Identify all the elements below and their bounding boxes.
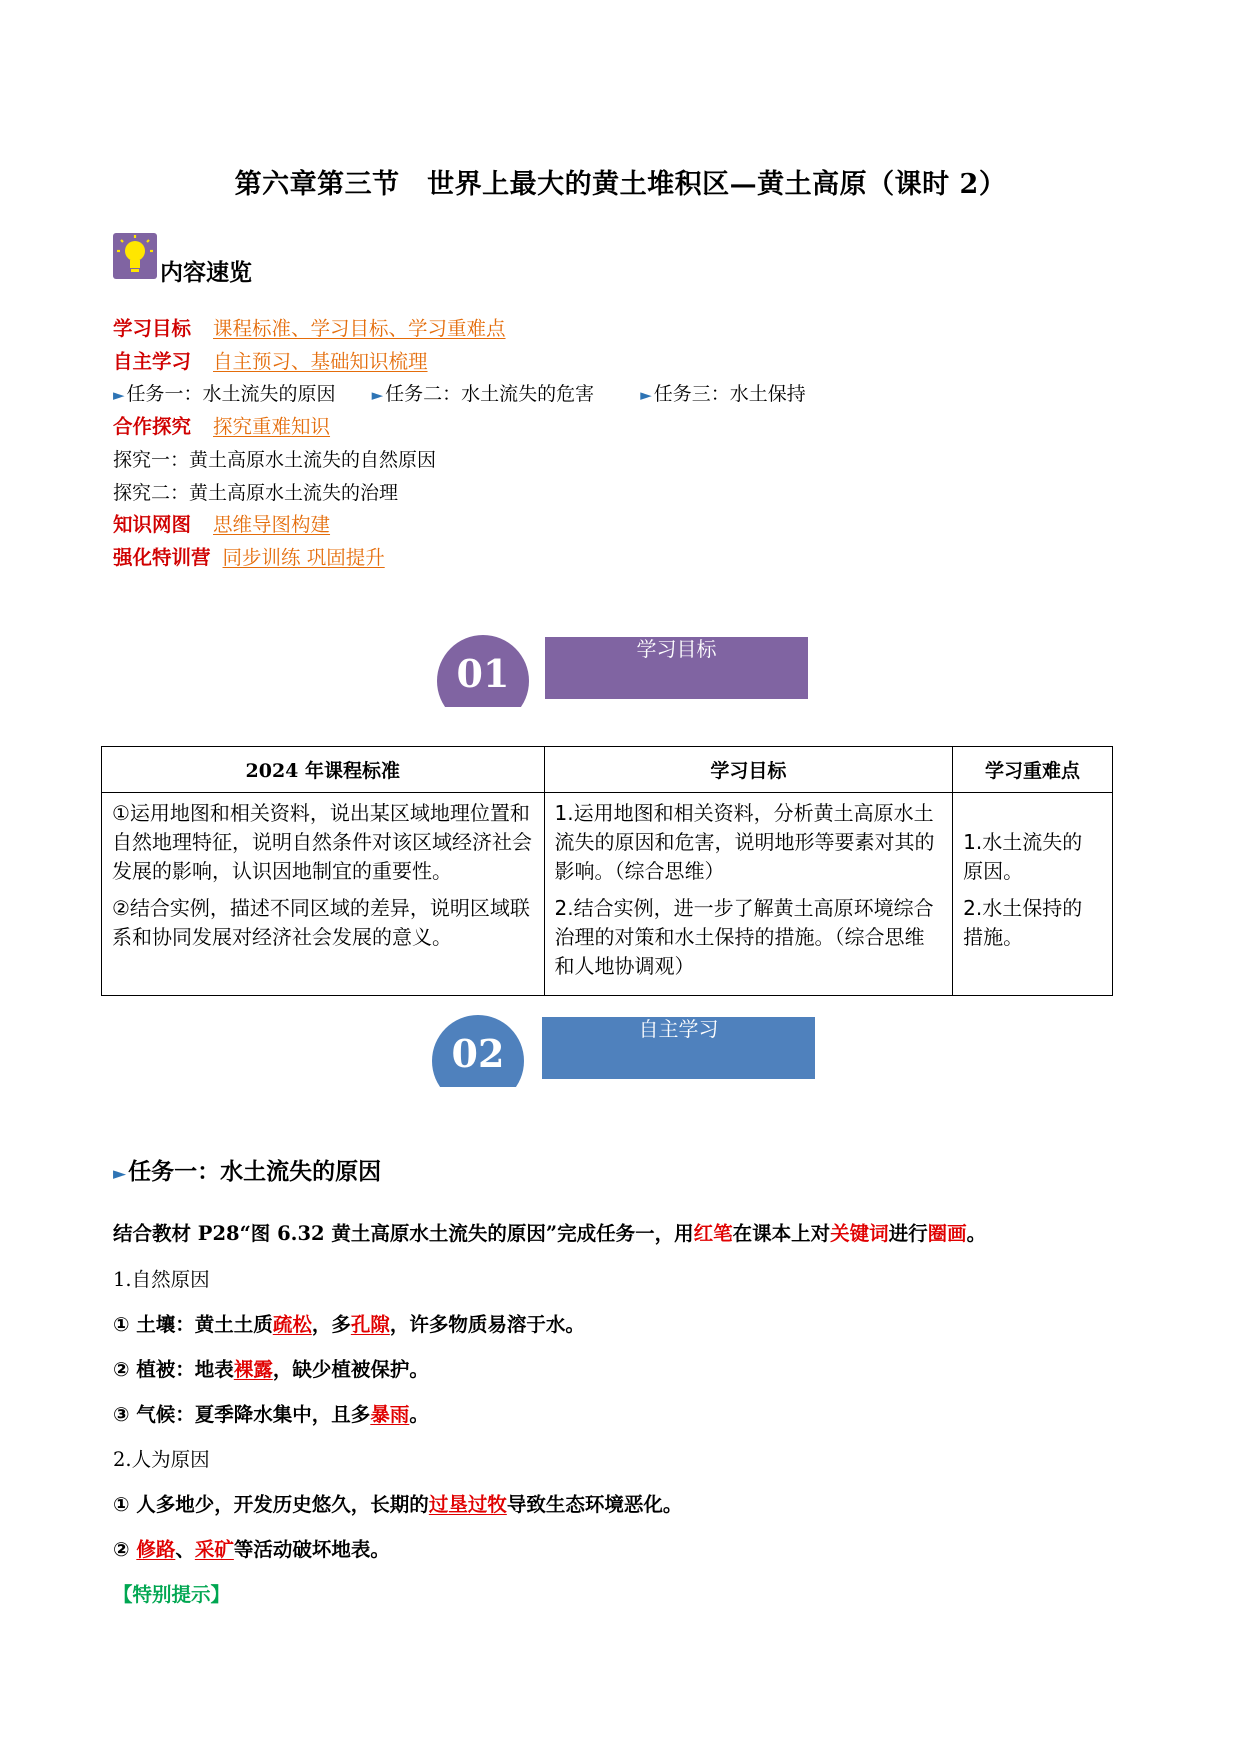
overview-label: 学习目标 (113, 317, 192, 340)
table-header: 2024 年课程标准 (102, 747, 545, 793)
overview-item-goals (113, 316, 506, 342)
overview-item-explore (113, 414, 330, 440)
table-header: 学习目标 (544, 747, 953, 793)
overview-item-mindmap (113, 512, 330, 538)
section-title-bar: 学习目标 (545, 637, 808, 699)
key-points-cell (953, 793, 1113, 996)
key-point-item: 1.水土流失的原因。 (963, 830, 1083, 883)
arrow-icon: ► (371, 386, 384, 404)
overview-link[interactable]: 自主预习、基础知识梳理 (213, 350, 428, 373)
arrow-icon: ► (640, 386, 652, 404)
overview-title: 内容速览 (160, 260, 252, 286)
overview-item-self-study (113, 349, 428, 375)
overview-link[interactable]: 同步训练 巩固提升 (222, 546, 385, 569)
task1-intro: 结合教材 P28“图 6.32 黄土高原水土流失的原因”完成任务一，用红笔在课本上对关键词进行圈画。 (113, 1222, 987, 1245)
overview-link[interactable]: 探究重难知识 (213, 415, 331, 438)
curriculum-table (101, 746, 1113, 996)
task-list (113, 381, 806, 408)
cause-soil: ① 土壤：黄土土质疏松，多孔隙，许多物质易溶于水。 (113, 1313, 585, 1336)
overview-link[interactable]: 课程标准、学习目标、学习重难点 (213, 317, 506, 340)
cause-climate: ③ 气候：夏季降水集中，且多暴雨。 (113, 1403, 429, 1426)
task1-heading: ►任务一：水土流失的原因 (113, 1159, 382, 1185)
special-tip: 【特别提示】 (113, 1583, 231, 1606)
cause-human-2: ② 修路、采矿等活动破坏地表。 (113, 1538, 390, 1561)
natural-causes-title: 1.自然原因 (113, 1268, 210, 1291)
table-header: 学习重难点 (953, 747, 1113, 793)
goals-cell (544, 793, 953, 996)
cause-human-1: ① 人多地少，开发历史悠久，长期的过垦过牧导致生态环境恶化。 (113, 1493, 683, 1516)
overview-item-training (113, 545, 385, 571)
explore-item: 探究二：黄土高原水土流失的治理 (113, 482, 399, 504)
cause-vegetation: ② 植被：地表裸露，缺少植被保护。 (113, 1358, 429, 1381)
overview-label: 知识网图 (113, 513, 192, 536)
explore-item: 探究一：黄土高原水土流失的自然原因 (113, 449, 437, 471)
section-title-bar: 自主学习 (542, 1017, 815, 1079)
overview-label: 强化特训营 (113, 546, 211, 569)
standard-item: ①运用地图和相关资料，说出某区域地理位置和自然地理特征，说明自然条件对该区域经济社会发展的影响，认识因地制宜的重要性。 (112, 801, 532, 883)
task-item: 任务一：水土流失的原因 (126, 383, 336, 405)
arrow-icon: ► (113, 386, 125, 404)
table-row (102, 793, 1113, 996)
task-item: 任务二：水土流失的危害 (385, 383, 595, 405)
key-point-item: 2.水土保持的措施。 (963, 896, 1083, 949)
arrow-icon: ► (113, 1164, 127, 1184)
goal-item: 1.运用地图和相关资料，分析黄土高原水土流失的原因和危害，说明地形等要素对其的影响。（综合思维） (554, 801, 935, 883)
lightbulb-icon (113, 233, 157, 279)
overview-link[interactable]: 思维导图构建 (213, 513, 331, 536)
overview-label: 合作探究 (113, 415, 192, 438)
task-item: 任务三：水土保持 (653, 383, 806, 405)
overview-label: 自主学习 (113, 350, 192, 373)
standards-cell (102, 793, 545, 996)
section-number-badge: 01 (437, 635, 529, 707)
section-number-badge: 02 (432, 1015, 524, 1087)
goal-item: 2.结合实例，进一步了解黄土高原环境综合治理的对策和水土保持的措施。（综合思维和人地协调观） (554, 896, 934, 978)
document-title: 第六章第三节 世界上最大的黄土堆积区—黄土高原（课时 2） (234, 169, 1007, 200)
human-causes-title: 2.人为原因 (113, 1448, 210, 1471)
table-header-row (102, 747, 1113, 793)
standard-item: ②结合实例，描述不同区域的差异，说明区域联系和协同发展对经济社会发展的意义。 (112, 896, 530, 949)
